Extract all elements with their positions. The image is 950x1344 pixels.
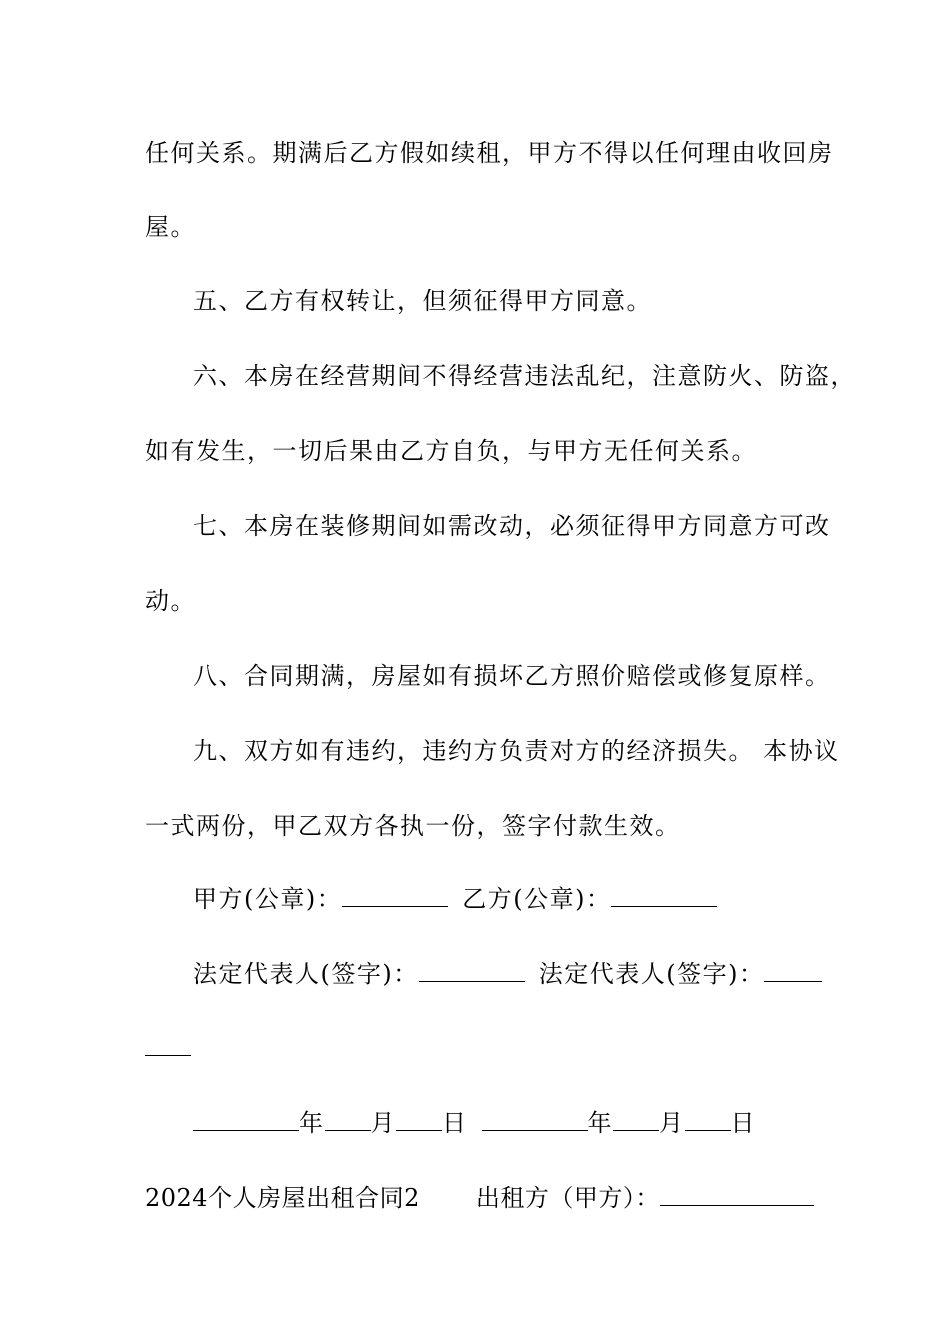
representative-line (193, 959, 810, 989)
day-label: 日 (442, 1109, 468, 1137)
party-b-seal-label: 乙方(公章)： (462, 885, 612, 913)
rep-a-label: 法定代表人(签字)： (193, 960, 419, 988)
paragraph-line: 一式两份，甲乙双方各执一份，签字付款生效。 (145, 812, 681, 840)
clause-6: 六、本房在经营期间不得经营违法乱纪，注意防火、防盗， (193, 362, 856, 390)
clause-5: 五、乙方有权转让，但须征得甲方同意。 (193, 287, 652, 315)
day-b-blank[interactable] (685, 1108, 731, 1131)
rep-b-blank[interactable] (764, 959, 822, 982)
paragraph-line: 动。 (145, 587, 196, 615)
month-b-blank[interactable] (613, 1108, 659, 1131)
clause-7: 七、本房在装修期间如需改动，必须征得甲方同意方可改 (193, 512, 831, 540)
rep-b-label: 法定代表人(签字)： (538, 960, 765, 988)
year-label: 年 (299, 1109, 325, 1137)
year-b-blank[interactable] (482, 1108, 588, 1131)
month-label: 月 (659, 1109, 685, 1137)
seal-line (193, 884, 810, 914)
month-label: 月 (370, 1109, 396, 1137)
month-a-blank[interactable] (325, 1108, 371, 1131)
year-label: 年 (587, 1109, 613, 1137)
clause-8: 八、合同期满，房屋如有损坏乙方照价赔偿或修复原样。 (193, 662, 831, 690)
contract-footer-line (145, 1183, 810, 1213)
date-line (193, 1108, 810, 1138)
party-a-seal-blank[interactable] (342, 884, 448, 907)
day-label: 日 (730, 1109, 756, 1137)
day-a-blank[interactable] (396, 1108, 442, 1131)
paragraph-line: 如有发生，一切后果由乙方自负，与甲方无任何关系。 (145, 437, 757, 465)
lessor-label: 出租方（甲方）： (475, 1184, 660, 1212)
paragraph-line: 屋。 (145, 213, 196, 241)
party-a-seal-label: 甲方(公章)： (193, 885, 343, 913)
year-a-blank[interactable] (193, 1108, 299, 1131)
party-b-seal-blank[interactable] (611, 884, 717, 907)
clause-9: 九、双方如有违约，违约方负责对方的经济损失。 本协议 (193, 737, 840, 765)
rep-a-blank[interactable] (419, 959, 525, 982)
contract-title: 2024个人房屋出租合同2 (145, 1184, 420, 1212)
lessor-blank[interactable] (660, 1183, 814, 1206)
rep-b-blank-continued (145, 1055, 191, 1056)
paragraph-line: 任何关系。期满后乙方假如续租，甲方不得以任何理由收回房 (145, 139, 834, 167)
